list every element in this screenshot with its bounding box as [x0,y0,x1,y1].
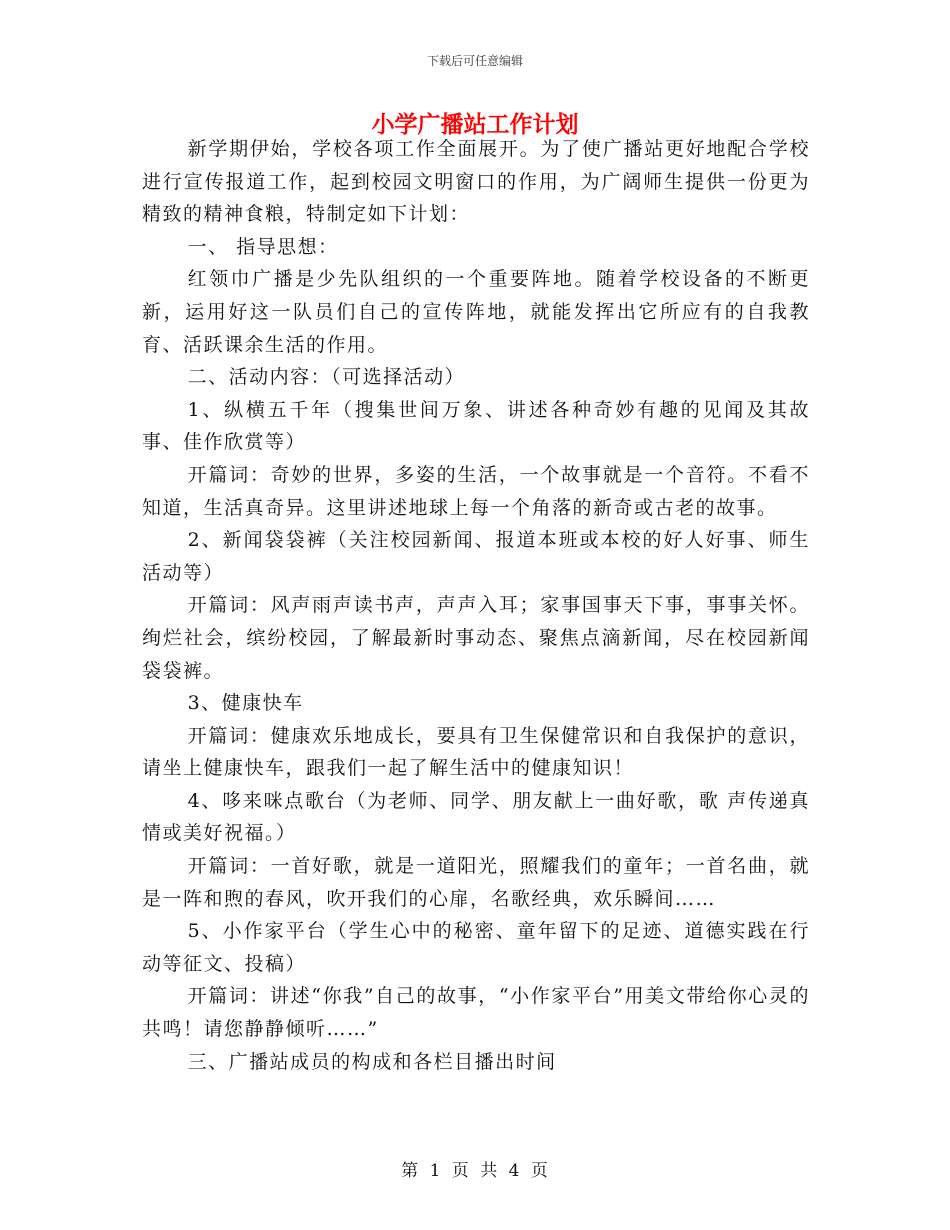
document-title: 小学广播站工作计划 [371,111,579,138]
list-item: 4、哆来咪点歌台（为老师、同学、朋友献上一曲好歌，歌 声传递真情或美好祝福。） [142,789,810,845]
section-heading: 二、活动内容：（可选择活动） [187,366,466,389]
footer-prefix: 第 [401,1161,420,1181]
paragraph: 开篇词：风声雨声读书声，声声入耳；家事国事天下事，事事关怀。绚烂社会，缤纷校园，了解最新时事动态、聚焦点滴新闻，尽在校园新闻袋袋裤。 [142,594,810,682]
footer-suffix: 页 [530,1161,549,1181]
list-item: 5、小作家平台（学生心中的秘密、童年留下的足迹、道德实践在行动等征文、投稿） [142,920,810,975]
paragraph: 红领巾广播是少先队组织的一个重要阵地。随着学校设备的不断更新，运用好这一队员们自己的宣传阵地，就能发挥出它所应有的自我教育、活跃课余生活的作用。 [142,268,810,356]
paragraph: 开篇词：一首好歌，就是一道阳光，照耀我们的童年；一首名曲，就是一阵和煦的春风，吹开我们的心扉，名歌经典，欢乐瞬间…… [142,855,810,910]
page-number: 1 [429,1161,442,1181]
footer-page-word: 页 [451,1161,470,1181]
paragraph: 开篇词：健康欢乐地成长，要具有卫生保健常识和自我保护的意识，请坐上健康快车，跟我们一起了解生活中的健康知识！ [142,724,810,780]
list-item: 2、新闻袋袋裤（关注校园新闻、报道本班或本校的好人好事、师生活动等） [142,529,810,584]
page-footer [0,1156,950,1181]
section-heading: 一、 指导思想： [187,235,339,258]
paragraph: 新学期伊始，学校各项工作全面展开。为了使广播站更好地配合学校进行宣传报道工作，起到校园文明窗口的作用，为广阔师生提供一份更为精致的精神食粮，特制定如下计划： [142,138,810,226]
list-item: 3、健康快车 [187,692,304,715]
document-body [142,133,810,1078]
list-item: 1、纵横五千年（搜集世间万象、讲述各种奇妙有趣的见闻及其故事、佳作欣赏等） [142,398,810,454]
header-note: 下载后可任意编辑 [426,54,523,68]
total-pages: 4 [508,1161,521,1181]
footer-total-prefix: 共 [480,1161,499,1181]
paragraph: 开篇词：奇妙的世界，多姿的生活，一个故事就是一个音符。不看不知道，生活真奇异。这里讲述地球上每一个角落的新奇或古老的故事。 [142,463,810,519]
section-heading: 三、广播站成员的构成和各栏目播出时间 [187,1050,557,1073]
paragraph: 开篇词：讲述“你我”自己的故事，“小作家平台”用美文带给你心灵的共鸣！请您静静倾听……” [142,985,810,1041]
